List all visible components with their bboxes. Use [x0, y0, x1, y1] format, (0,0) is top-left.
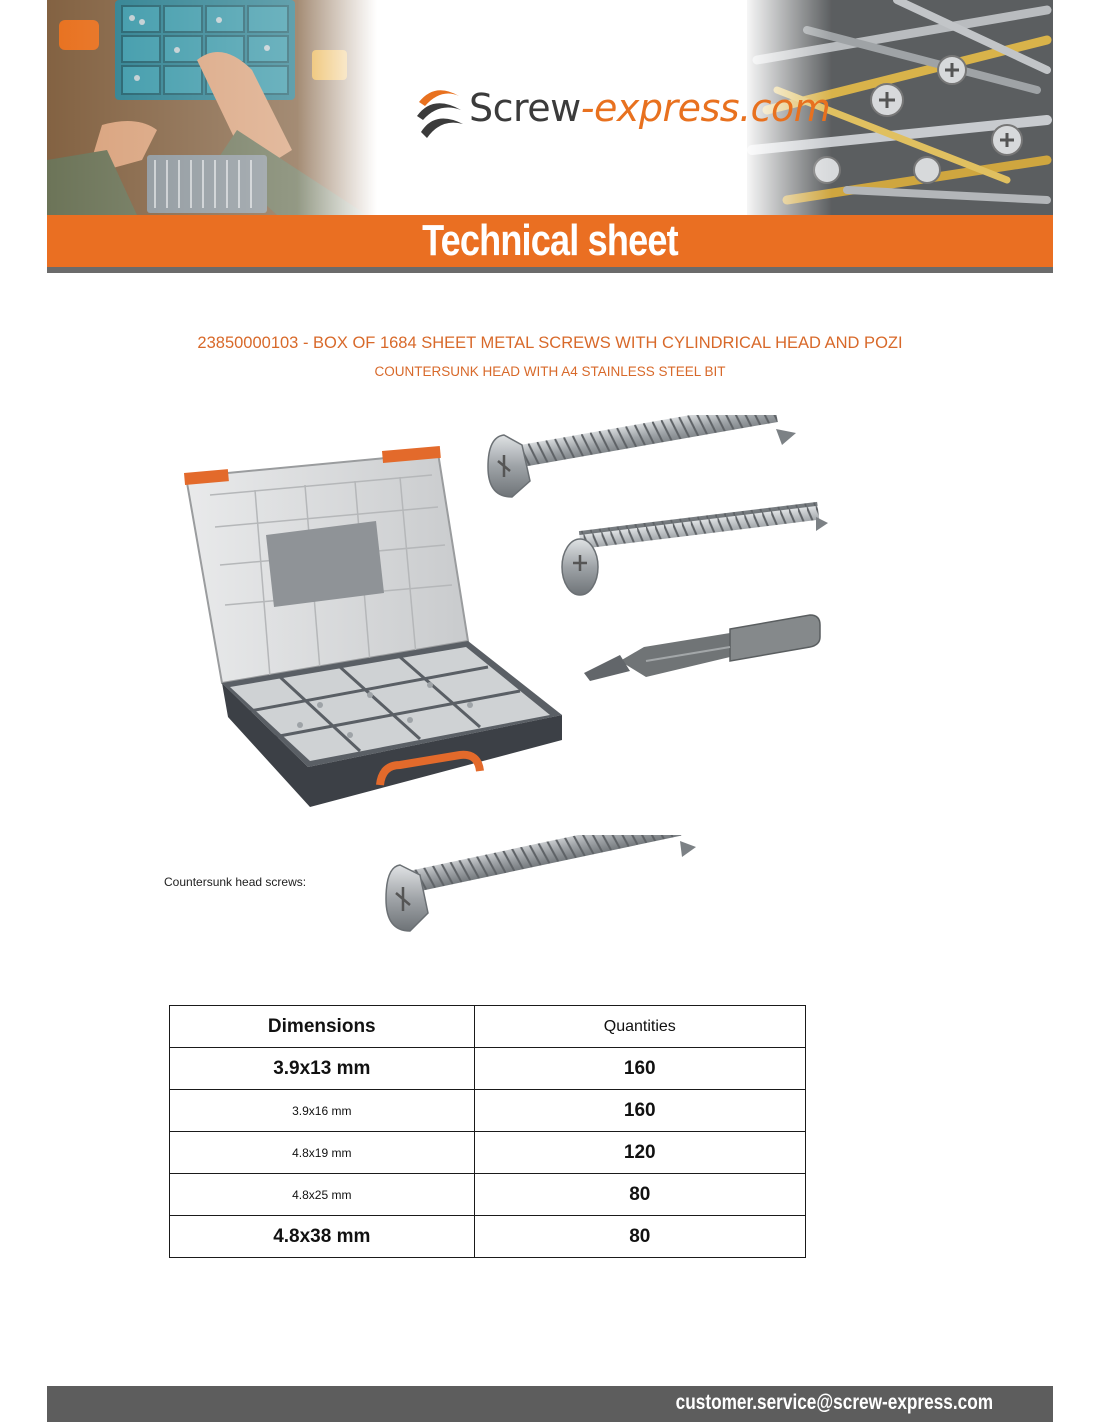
- dimension-cell: 4.8x38 mm: [170, 1216, 475, 1258]
- table-row: [170, 1132, 806, 1174]
- contact-email-link[interactable]: customer.service@screw-express.com: [675, 1391, 993, 1414]
- table-row: [170, 1216, 806, 1258]
- dimensions-table: [169, 1005, 806, 1258]
- quantity-cell: 160: [474, 1090, 805, 1132]
- quantity-cell: 120: [474, 1132, 805, 1174]
- dimension-cell: 4.8x19 mm: [170, 1132, 475, 1174]
- logo-swoosh-icon: [413, 80, 467, 142]
- dimension-cell: 4.8x25 mm: [170, 1174, 475, 1216]
- logo-text-domain: -express.com: [580, 86, 831, 130]
- column-header-quantities: Quantities: [474, 1006, 805, 1048]
- site-logo: [413, 78, 831, 142]
- product-illustration: [170, 415, 850, 825]
- pan-head-screw-image: [562, 502, 828, 595]
- header-banner: [47, 0, 1053, 215]
- table-row: [170, 1048, 806, 1090]
- countersunk-screw-image: [488, 415, 796, 497]
- logo-text-brand: Screw: [469, 86, 581, 130]
- countersunk-label: Countersunk head screws:: [164, 875, 307, 889]
- quantity-cell: 160: [474, 1048, 805, 1090]
- header-divider: [47, 267, 1053, 273]
- logo-text: [469, 84, 830, 132]
- dimension-cell: 3.9x16 mm: [170, 1090, 475, 1132]
- table-header-row: [170, 1006, 806, 1048]
- assortment-box-image: [184, 446, 562, 807]
- quantity-cell: 80: [474, 1174, 805, 1216]
- title-bar: [47, 215, 1053, 267]
- countersunk-screw-detail-image: [380, 835, 710, 940]
- screwdriver-bit-image: [584, 615, 820, 681]
- page-heading: Technical sheet: [422, 216, 678, 265]
- table-row: [170, 1090, 806, 1132]
- product-title: 23850000103 - BOX OF 1684 SHEET METAL SCREWS WITH CYLINDRICAL HEAD AND POZI: [197, 334, 903, 352]
- product-subtitle: COUNTERSUNK HEAD WITH A4 STAINLESS STEEL BIT: [374, 364, 726, 379]
- footer-bar: [47, 1386, 1053, 1422]
- quantity-cell: 80: [474, 1216, 805, 1258]
- dimension-cell: 3.9x13 mm: [170, 1048, 475, 1090]
- table-row: [170, 1174, 806, 1216]
- column-header-dimensions: Dimensions: [170, 1006, 475, 1048]
